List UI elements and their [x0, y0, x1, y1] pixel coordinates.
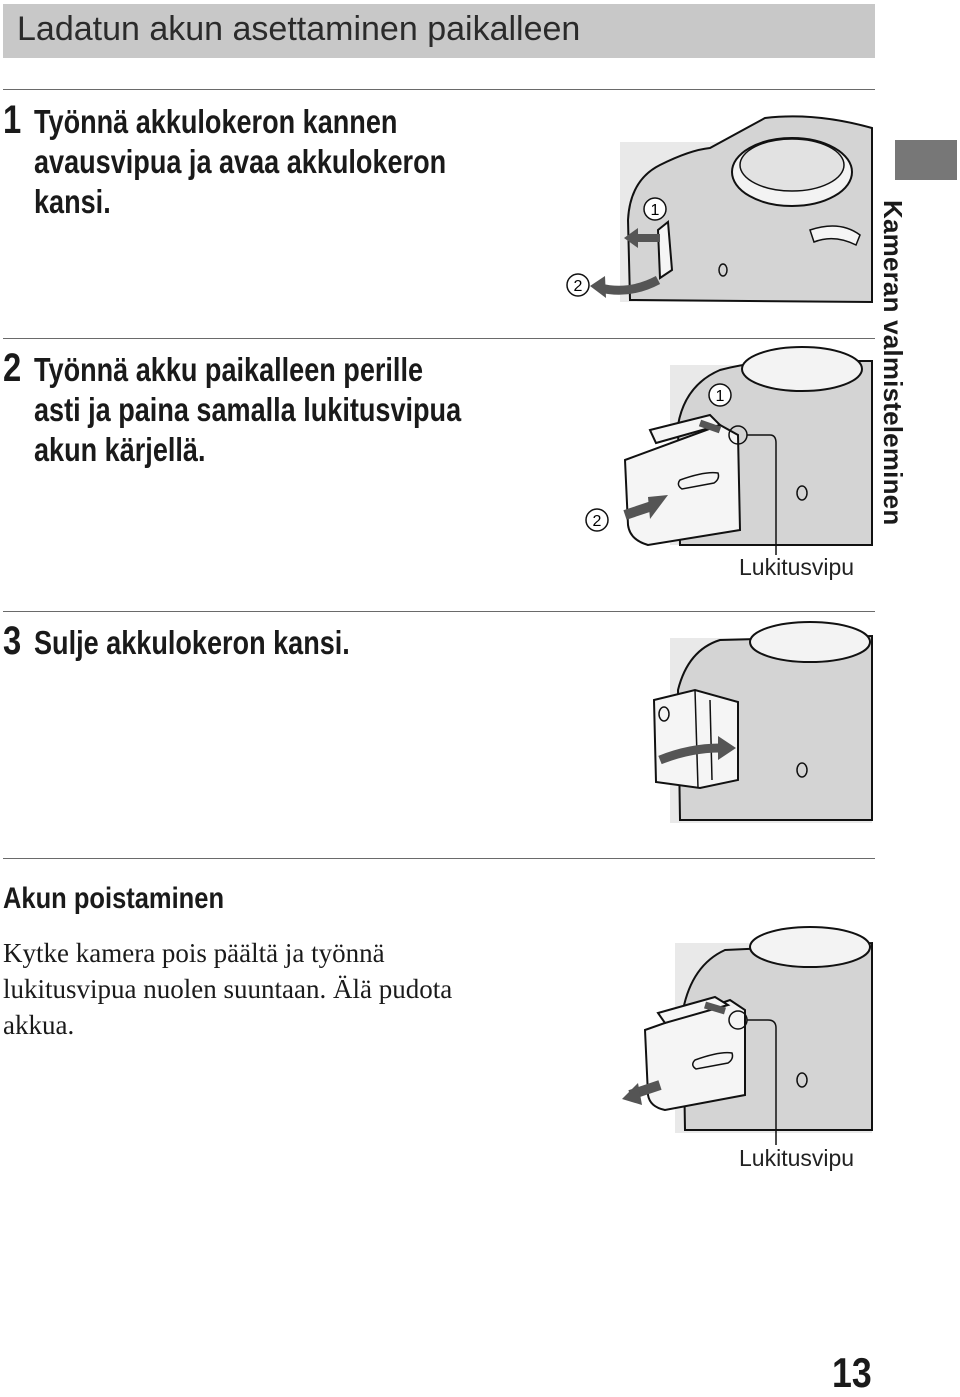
removal-text [3, 935, 452, 1043]
step-number: 1 [3, 98, 22, 142]
step-line: akun kärjellä. [34, 431, 206, 468]
page-title: Ladatun akun asettaminen paikalleen [17, 10, 581, 48]
marker-two: 2 [573, 278, 583, 295]
step-number: 3 [3, 619, 22, 663]
illustration-insert-battery [570, 355, 875, 585]
marker-one: 1 [715, 388, 725, 405]
marker-two: 2 [592, 513, 602, 530]
step-line: kansi. [34, 183, 111, 220]
removal-line: lukitusvipua nuolen suuntaan. Älä pudota [3, 974, 453, 1004]
step-line: asti ja paina samalla lukitusvipua [34, 391, 462, 428]
lock-lever-callout: Lukitusvipu [739, 1145, 855, 1171]
step-instruction [34, 623, 350, 663]
divider [3, 858, 875, 859]
illustration-open-cover [560, 110, 875, 310]
removal-line: akkua. [3, 1010, 75, 1040]
step-instruction [34, 102, 446, 222]
step-line: Sulje akkulokeron kansi. [34, 624, 350, 661]
removal-line: Kytke kamera pois päältä ja työnnä [3, 938, 385, 968]
lock-lever-callout: Lukitusvipu [739, 554, 855, 580]
divider [3, 89, 875, 90]
removal-heading: Akun poistaminen [3, 882, 225, 915]
divider [3, 611, 875, 612]
illustration-close-cover [640, 630, 875, 825]
step-number: 2 [3, 346, 22, 390]
illustration-remove-battery [620, 935, 875, 1140]
step-instruction [34, 350, 461, 470]
divider [3, 338, 875, 339]
marker-one: 1 [650, 202, 660, 219]
section-tab-text: Kameran valmisteleminen [878, 200, 908, 526]
section-tab-label [876, 200, 912, 526]
step-line: avausvipua ja avaa akkulokeron [34, 143, 447, 180]
step-line: Työnnä akku paikalleen perille [34, 351, 424, 388]
section-tab-marker [895, 140, 957, 180]
page-number: 13 [832, 1349, 872, 1396]
step-line: Työnnä akkulokeron kannen [34, 103, 398, 140]
